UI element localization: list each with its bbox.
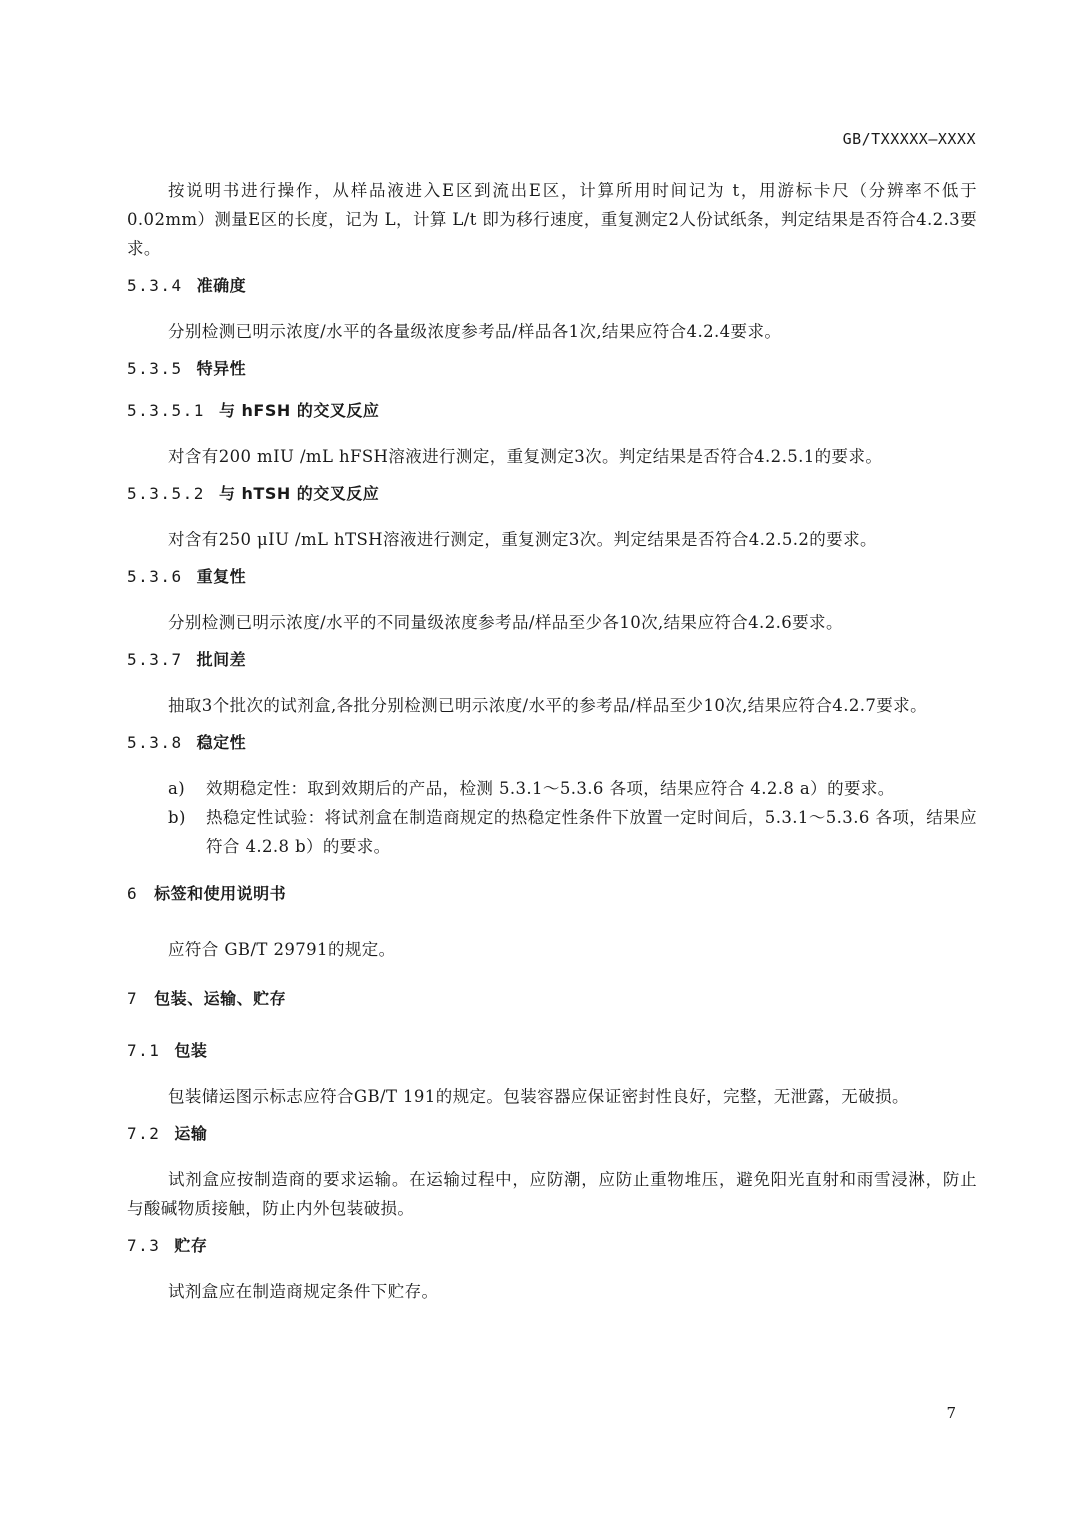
section-number: 5.3.4 bbox=[127, 276, 183, 295]
list-marker: a) bbox=[168, 779, 186, 798]
heading-5-3-8 bbox=[127, 732, 977, 754]
paragraph-transport: 试剂盒应按制造商的要求运输。在运输过程中，应防潮，应防止重物堆压，避免阳光直射和雨雪浸淋，防止与酸碱物质接触，防止内外包装破损。 bbox=[127, 1170, 977, 1218]
section-number: 5.3.5 bbox=[127, 359, 183, 378]
heading-5-3-5 bbox=[127, 358, 977, 380]
heading-6 bbox=[127, 883, 977, 905]
section-title: 准确度 bbox=[196, 276, 247, 295]
heading-5-3-7 bbox=[127, 649, 977, 671]
paragraph-htsh: 对含有250 μIU /mL hTSH溶液进行测定，重复测定3次。判定结果是否符合4.2.5.2的要求。 bbox=[168, 530, 877, 549]
paragraph-repeatability: 分别检测已明示浓度/水平的不同量级浓度参考品/样品至少各10次,结果应符合4.2.6要求。 bbox=[168, 613, 843, 632]
section-title: 标签和使用说明书 bbox=[154, 884, 287, 903]
list-item-b bbox=[127, 803, 977, 861]
paragraph-labeling: 应符合 GB/T 29791的规定。 bbox=[168, 940, 396, 959]
standard-code-header: GB/TXXXXX—XXXX bbox=[842, 130, 976, 148]
list-marker: b) bbox=[168, 808, 186, 827]
heading-7 bbox=[127, 988, 977, 1010]
section-number: 7.1 bbox=[127, 1041, 161, 1060]
section-title: 贮存 bbox=[174, 1236, 208, 1255]
section-number: 5.3.6 bbox=[127, 567, 183, 586]
section-number: 7.2 bbox=[127, 1124, 161, 1143]
section-title: 批间差 bbox=[196, 650, 247, 669]
paragraph-migration-speed: 按说明书进行操作，从样品液进入E区到流出E区，计算所用时间记为 t，用游标卡尺（分辨率不低于0.02mm）测量E区的长度，记为 L，计算 L/t 即为移行速度，重复测定2人份试纸条，判定结果是否符合4.2.3要求。 bbox=[127, 181, 977, 258]
paragraph-hfsh: 对含有200 mIU /mL hFSH溶液进行测定，重复测定3次。判定结果是否符合4.2.5.1的要求。 bbox=[168, 447, 883, 466]
section-title: 与 hTSH 的交叉反应 bbox=[218, 484, 380, 503]
section-title: 包装、运输、贮存 bbox=[154, 989, 287, 1008]
heading-7-1 bbox=[127, 1040, 977, 1062]
section-number: 5.3.5.2 bbox=[127, 484, 205, 503]
paragraph-storage: 试剂盒应在制造商规定条件下贮存。 bbox=[168, 1282, 439, 1301]
list-item-a bbox=[127, 774, 977, 803]
section-number: 7.3 bbox=[127, 1236, 161, 1255]
paragraph-batch-variation: 抽取3个批次的试剂盒,各批分别检测已明示浓度/水平的参考品/样品至少10次,结果应符合4.2.7要求。 bbox=[168, 696, 927, 715]
section-number: 6 bbox=[127, 884, 139, 903]
list-item-text: 热稳定性试验：将试剂盒在制造商规定的热稳定性条件下放置一定时间后，5.3.1～5.3.6 各项，结果应符合 4.2.8 b）的要求。 bbox=[206, 808, 977, 856]
section-title: 包装 bbox=[174, 1041, 208, 1060]
heading-7-2 bbox=[127, 1123, 977, 1145]
section-title: 运输 bbox=[174, 1124, 208, 1143]
section-title: 重复性 bbox=[196, 567, 247, 586]
paragraph-packaging: 包装储运图示标志应符合GB/T 191的规定。包装容器应保证密封性良好，完整，无泄露，无破损。 bbox=[168, 1087, 909, 1106]
section-title: 特异性 bbox=[196, 359, 247, 378]
section-title: 稳定性 bbox=[196, 733, 247, 752]
heading-5-3-4 bbox=[127, 275, 977, 297]
section-number: 5.3.8 bbox=[127, 733, 183, 752]
paragraph-accuracy: 分别检测已明示浓度/水平的各量级浓度参考品/样品各1次,结果应符合4.2.4要求。 bbox=[168, 322, 782, 341]
document-body bbox=[127, 176, 977, 1318]
section-title: 与 hFSH 的交叉反应 bbox=[218, 401, 380, 420]
heading-5-3-6 bbox=[127, 566, 977, 588]
heading-5-3-5-1 bbox=[127, 400, 977, 422]
heading-5-3-5-2 bbox=[127, 483, 977, 505]
section-number: 7 bbox=[127, 989, 139, 1008]
section-number: 5.3.7 bbox=[127, 650, 183, 669]
list-item-text: 效期稳定性：取到效期后的产品，检测 5.3.1～5.3.6 各项，结果应符合 4.2.8 a）的要求。 bbox=[206, 779, 895, 798]
heading-7-3 bbox=[127, 1235, 977, 1257]
section-number: 5.3.5.1 bbox=[127, 401, 205, 420]
page-number: 7 bbox=[946, 1404, 956, 1422]
